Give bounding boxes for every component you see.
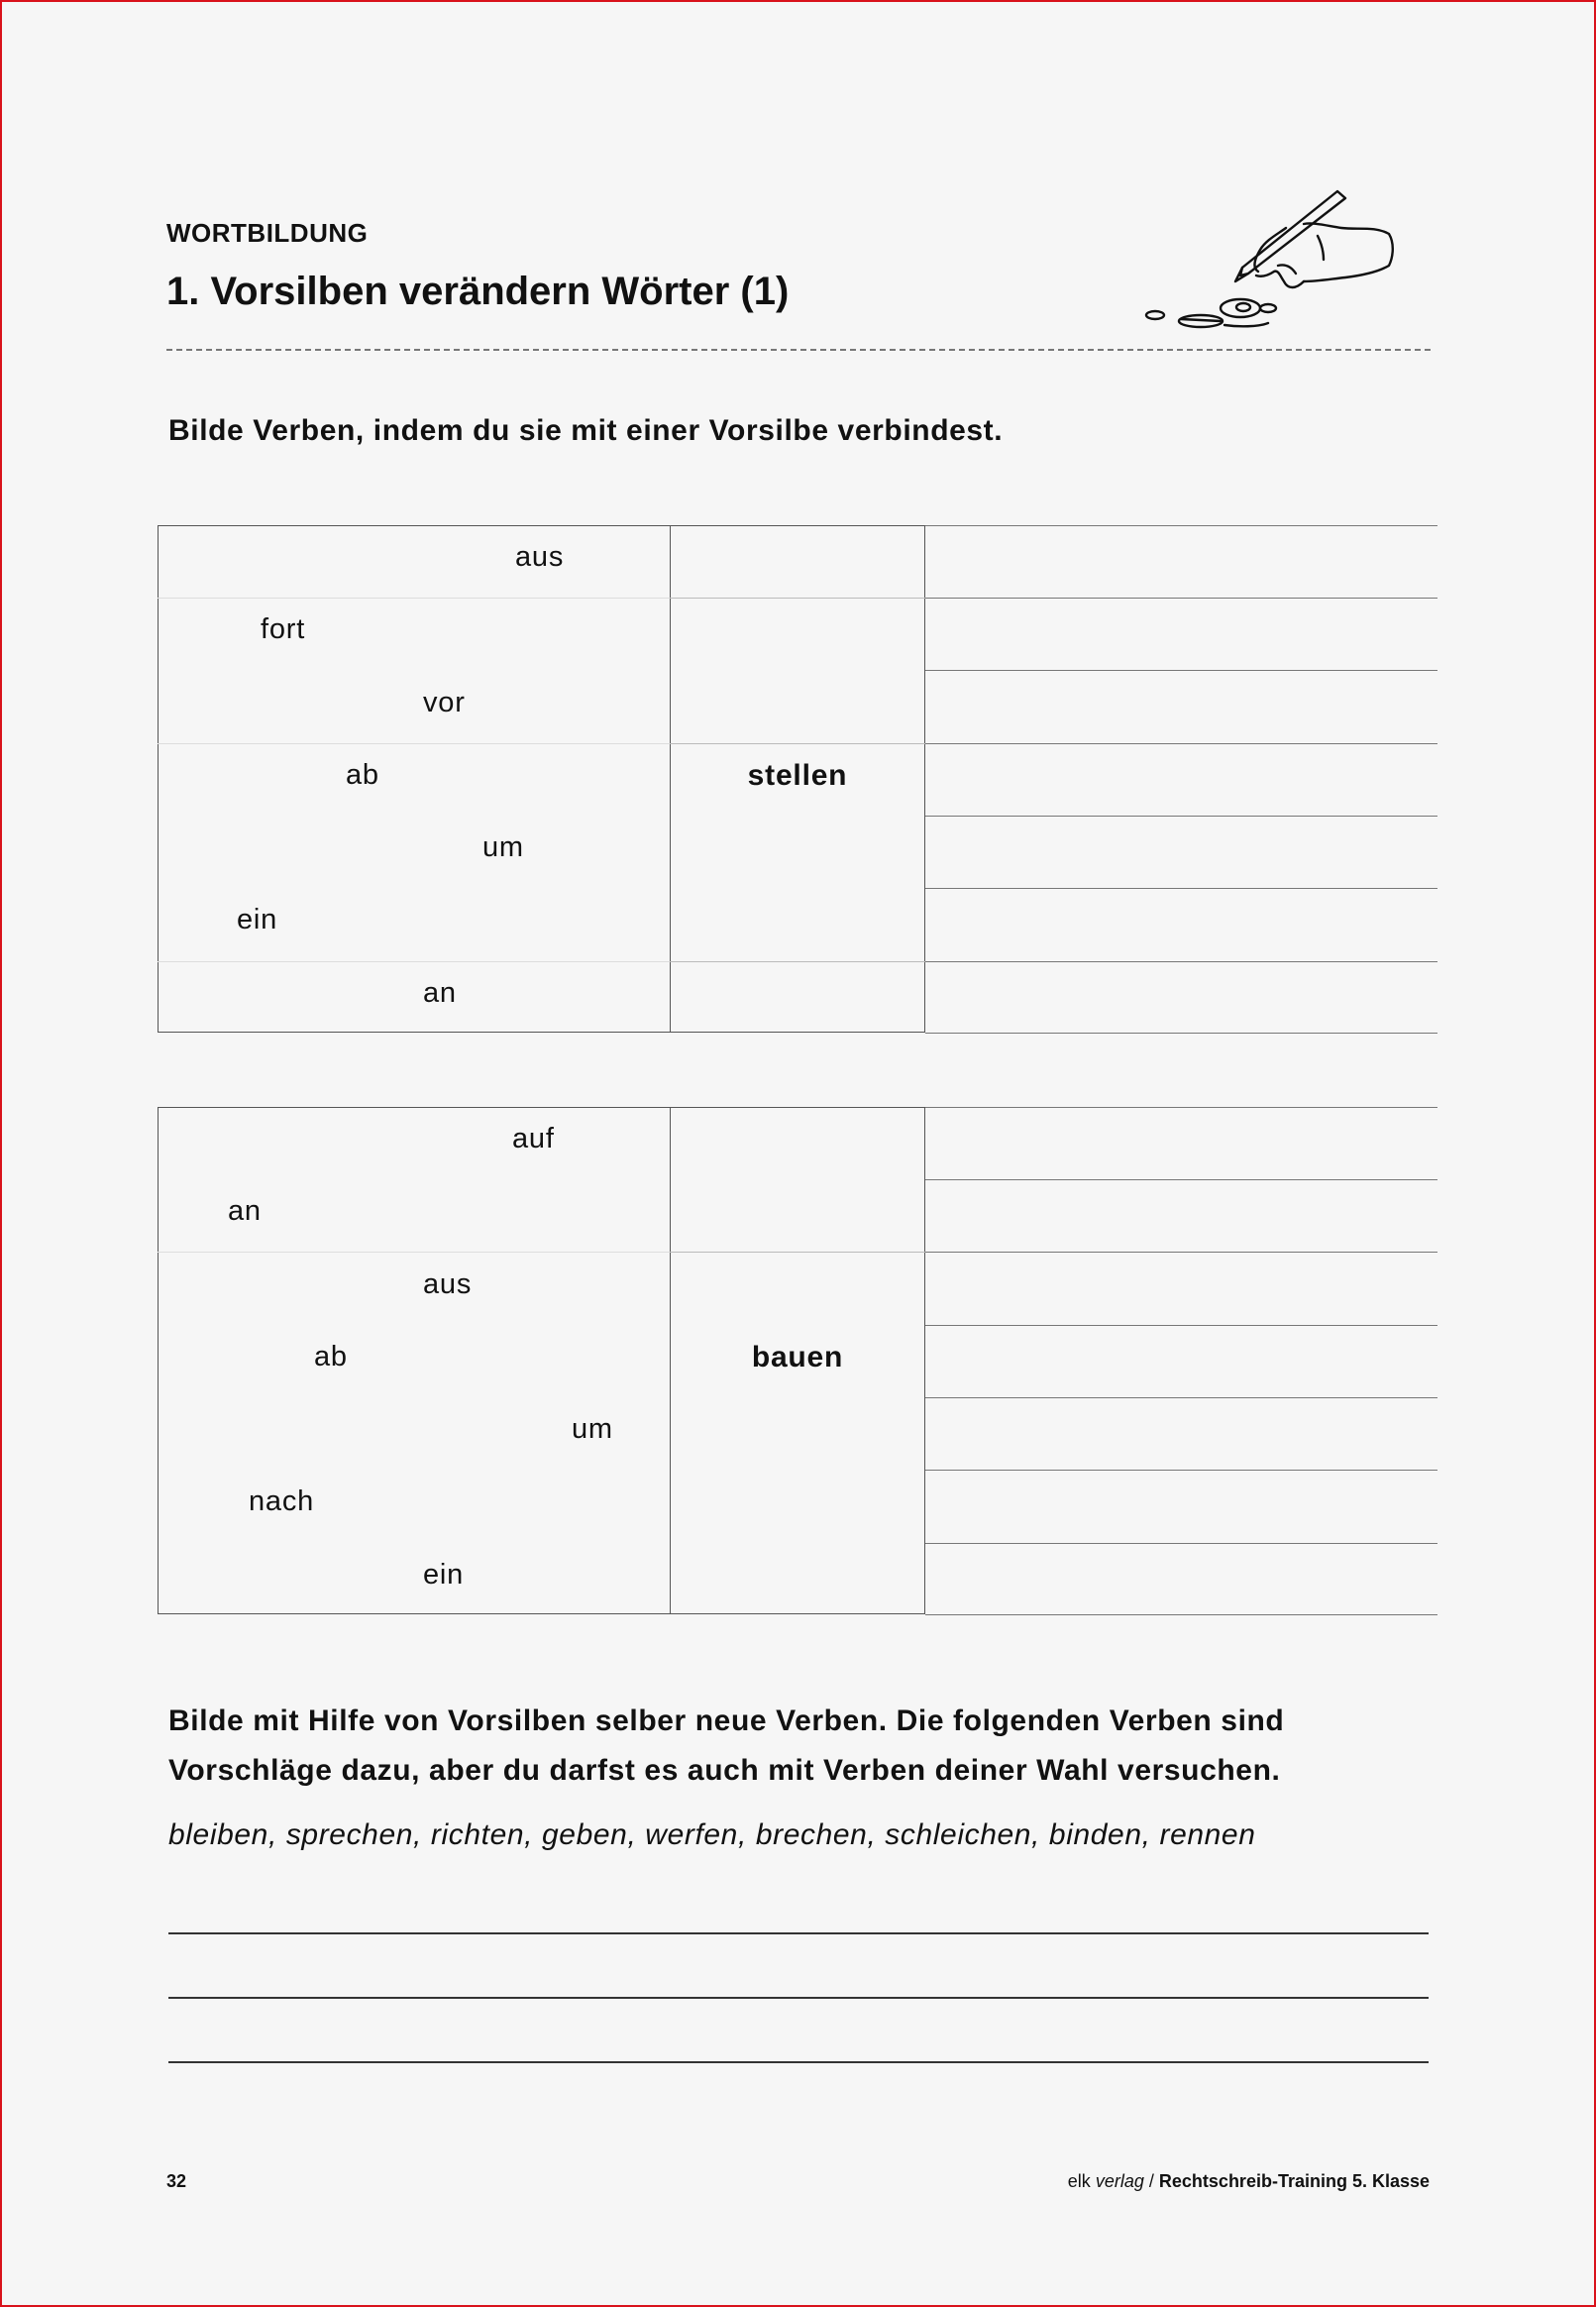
prefix-word: ein xyxy=(423,1559,465,1591)
stem-row-line xyxy=(670,961,925,962)
answer-line[interactable] xyxy=(925,1543,1437,1544)
prefix-word: nach xyxy=(249,1485,315,1517)
answer-line[interactable] xyxy=(925,743,1437,744)
answer-line[interactable] xyxy=(925,1397,1437,1398)
answer-line[interactable] xyxy=(925,598,1437,599)
prefix-word: vor xyxy=(423,687,466,718)
prefix-word: auf xyxy=(512,1123,555,1154)
prefix-word: um xyxy=(482,831,524,863)
prefix-row-line xyxy=(158,743,670,744)
answer-line[interactable] xyxy=(925,1252,1437,1253)
prefix-word: um xyxy=(572,1413,613,1445)
prefix-word: aus xyxy=(423,1268,473,1300)
stem-row-line xyxy=(670,598,925,599)
answer-line[interactable] xyxy=(925,670,1437,671)
answer-line[interactable] xyxy=(925,1033,1437,1034)
answer-line[interactable] xyxy=(925,816,1437,817)
prefix-word: an xyxy=(423,977,457,1009)
section-label: WORTBILDUNG xyxy=(166,218,369,248)
answer-line[interactable] xyxy=(925,525,1437,526)
prefix-row-line xyxy=(158,961,670,962)
prefix-word: ab xyxy=(346,759,379,791)
answer-line[interactable] xyxy=(925,1470,1437,1471)
answer-line[interactable] xyxy=(925,1179,1437,1180)
exercise1-instruction: Bilde Verben, indem du sie mit einer Vorsilbe verbindest. xyxy=(168,414,1004,447)
verb-suggestions: bleiben, sprechen, richten, geben, werfen, brechen, schleichen, binden, rennen xyxy=(168,1818,1256,1851)
writing-line[interactable] xyxy=(168,2061,1429,2063)
publisher-name-italic: verlag xyxy=(1095,2171,1144,2191)
prefix-word: an xyxy=(228,1195,262,1227)
prefix-word: aus xyxy=(515,541,565,573)
stem-word: bauen xyxy=(751,1341,844,1373)
writing-line[interactable] xyxy=(168,1932,1429,1934)
page-number: 32 xyxy=(166,2171,187,2191)
footer-credit xyxy=(1068,2171,1430,2192)
prefix-row-line xyxy=(158,598,670,599)
prefix-table-stellen xyxy=(158,525,1437,1035)
writing-line[interactable] xyxy=(168,1997,1429,1999)
prefix-word: ein xyxy=(237,904,278,935)
writing-hand-icon xyxy=(1129,186,1436,335)
answer-line[interactable] xyxy=(925,961,1437,962)
answer-line[interactable] xyxy=(925,1107,1437,1108)
prefix-row-line xyxy=(158,1252,670,1253)
exercise2-instruction: Bilde mit Hilfe von Vorsilben selber neue Verben. Die folgenden Verben sind Vorschläge dazu, aber du darfst es auch mit Verben deiner Wahl versuchen. xyxy=(168,1704,1285,1787)
book-title: Rechtschreib-Training 5. Klasse xyxy=(1158,2171,1430,2191)
answer-line[interactable] xyxy=(925,1614,1437,1615)
footer-separator: / xyxy=(1148,2171,1154,2191)
page-title: 1. Vorsilben verändern Wörter (1) xyxy=(166,270,790,313)
stem-row-line xyxy=(670,1252,925,1253)
stem-word: stellen xyxy=(747,759,848,792)
publisher-name: elk xyxy=(1067,2171,1091,2191)
stem-row-line xyxy=(670,743,925,744)
prefix-table-bauen xyxy=(158,1107,1437,1616)
prefix-word: ab xyxy=(314,1341,348,1373)
answer-line[interactable] xyxy=(925,1325,1437,1326)
header-divider xyxy=(166,349,1431,351)
prefix-word: fort xyxy=(261,613,306,645)
answer-line[interactable] xyxy=(925,888,1437,889)
